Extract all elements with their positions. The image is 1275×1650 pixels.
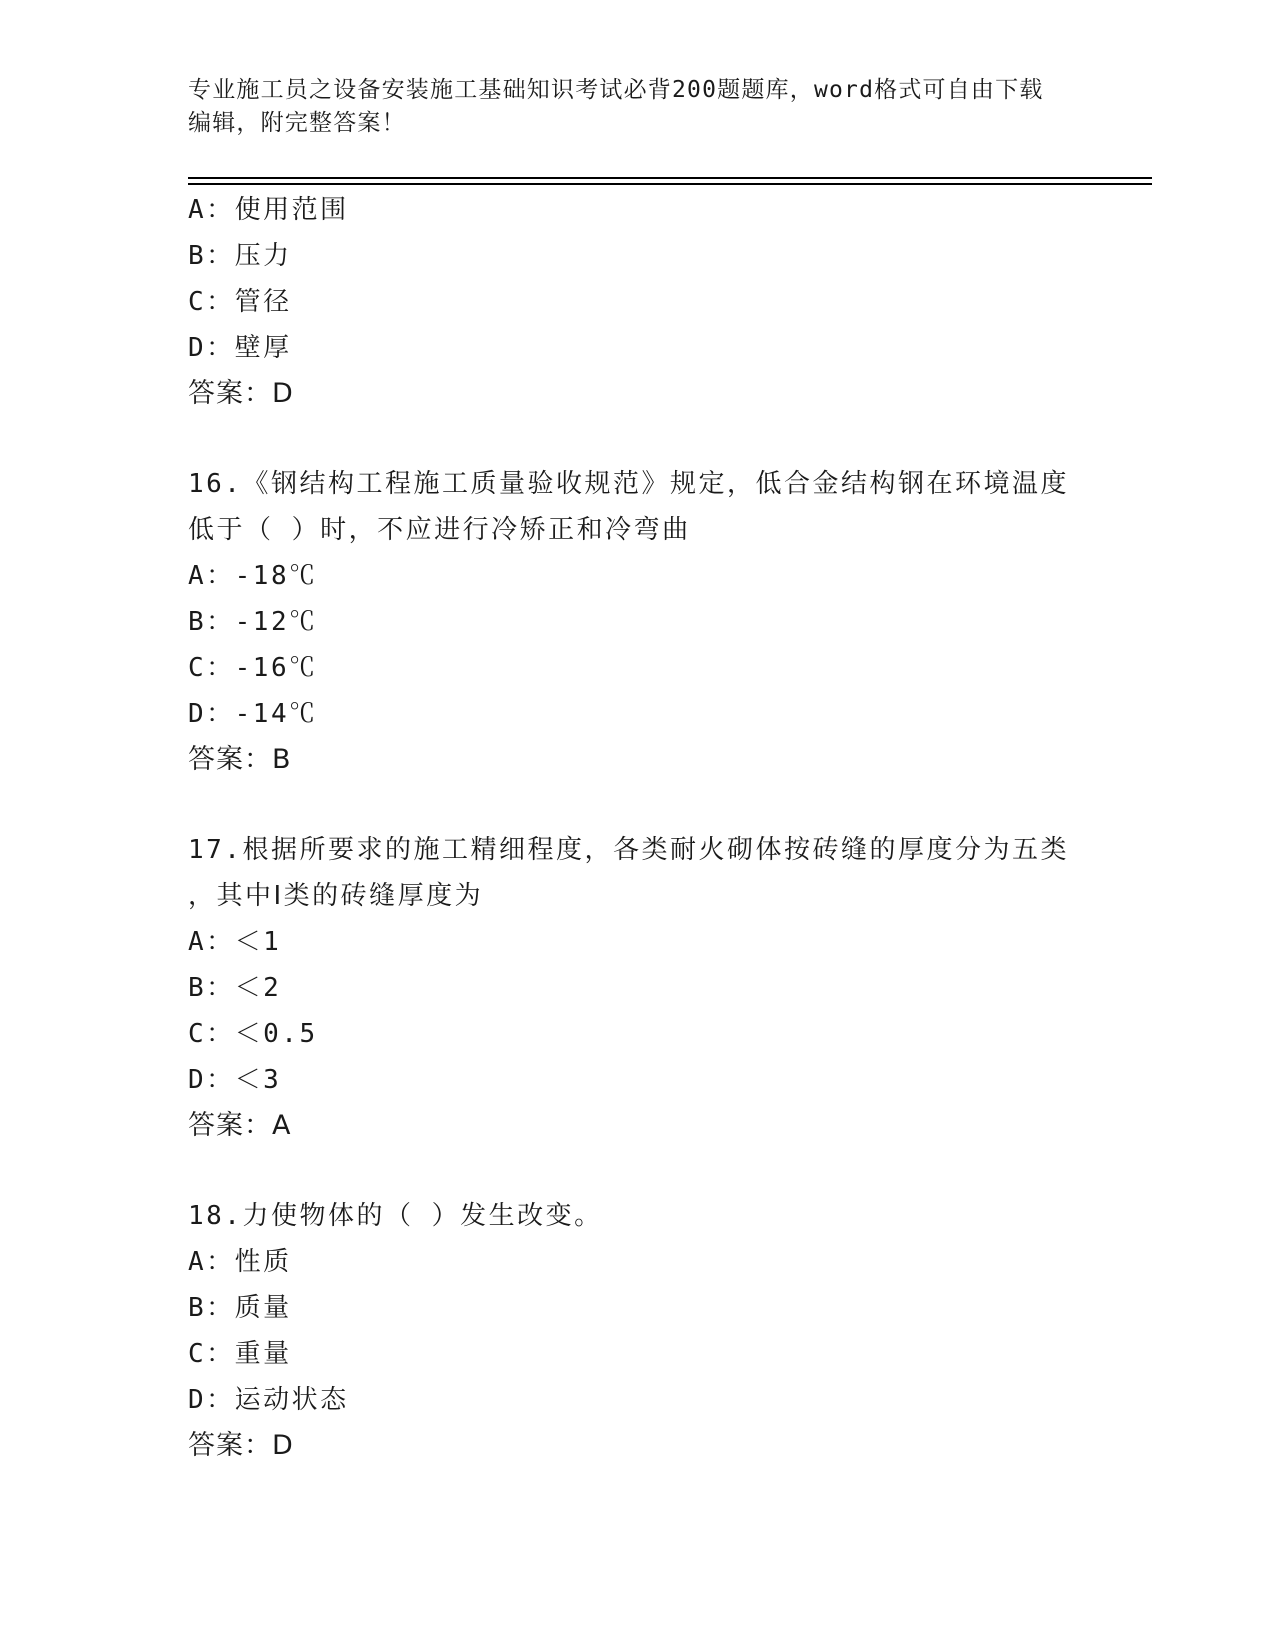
option-d: D：-14℃ [188,699,318,729]
answer-line: 答案：A [188,1110,292,1141]
question-stem-line: 16.《钢结构工程施工质量验收规范》规定，低合金结构钢在环境温度 [188,469,1069,499]
option-b: B：＜2 [188,973,282,1003]
question-stem-line: 17.根据所要求的施工精细程度，各类耐火砌体按砖缝的厚度分为五类 [188,835,1069,865]
option-c: C：＜0.5 [188,1019,318,1049]
question-18 [188,1193,1128,1469]
option-c: C：-16℃ [188,653,318,683]
option-c: C：管径 [188,287,292,317]
option-d: D：＜3 [188,1065,282,1095]
option-d: D：运动状态 [188,1385,349,1415]
option-a: A：-18℃ [188,561,318,591]
option-a: A：性质 [188,1247,292,1277]
question-15 [188,187,1128,417]
option-b: B：-12℃ [188,607,318,637]
header-line-2: 编辑，附完整答案！ [188,110,406,136]
document-header [188,74,1088,140]
answer-line: 答案：B [188,744,292,775]
question-16 [188,461,1128,783]
option-a: A：＜1 [188,927,282,957]
question-stem-line: 18.力使物体的（ ）发生改变。 [188,1201,603,1231]
option-d: D：壁厚 [188,333,292,363]
header-line-1: 专业施工员之设备安装施工基础知识考试必背200题题库，word格式可自由下载 [188,77,1044,103]
header-rule-top [188,177,1152,179]
option-a: A：使用范围 [188,195,349,225]
answer-line: 答案：D [188,1430,294,1461]
option-c: C：重量 [188,1339,292,1369]
question-list [188,187,1128,1469]
question-stem-line: ，其中Ⅰ类的砖缝厚度为 [188,881,484,911]
header-rule-bottom [188,183,1152,185]
answer-line: 答案：D [188,378,294,409]
question-17 [188,827,1128,1149]
option-b: B：质量 [188,1293,292,1323]
question-stem-line: 低于（ ）时，不应进行冷矫正和冷弯曲 [188,515,691,545]
option-b: B：压力 [188,241,292,271]
